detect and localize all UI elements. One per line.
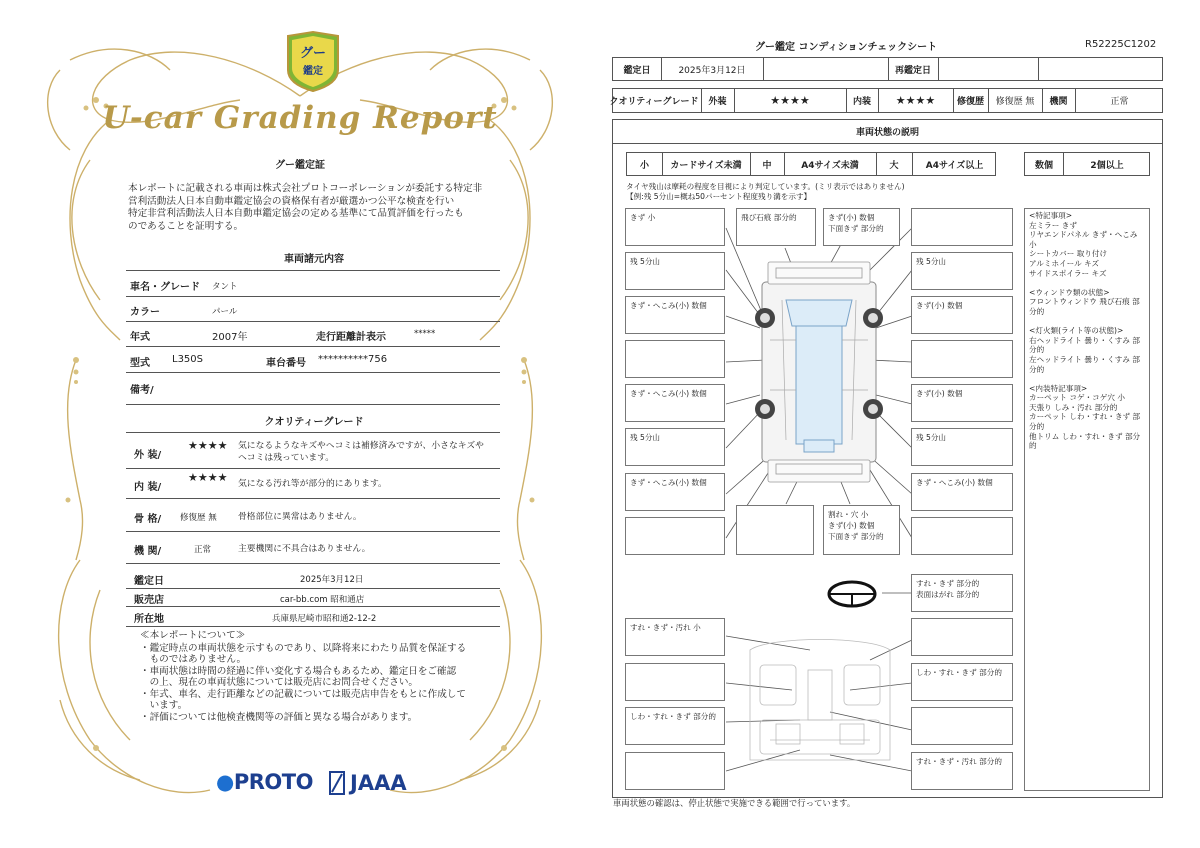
frame-desc: 骨格部位に異常はありません。 — [238, 512, 362, 522]
repair-value: 修復歴 無 — [995, 97, 1035, 107]
notes-item: 右ヘッドライト 曇り・くすみ 部分的 — [1029, 335, 1140, 355]
interior-box-4: すれ・きず・汚れ 部分的 — [911, 752, 1013, 790]
interior-box-3: しわ・すれ・きず 部分的 — [625, 707, 725, 745]
cell-border — [763, 58, 764, 80]
interior-label: 内 装/ — [134, 482, 162, 493]
damage-box-right-2: きず(小) 数個 — [911, 296, 1013, 334]
notes-item: サイドスポイラー キズ — [1029, 268, 1107, 278]
engine-value: 正常 — [194, 545, 212, 555]
legend-count: 数個 — [1034, 160, 1053, 171]
size-legend — [626, 152, 996, 176]
legend-small: 小 — [639, 160, 649, 171]
damage-text: 下面きず 部分的 — [828, 224, 884, 233]
interior-desc: 気になる汚れ等が部分的にあります。 — [238, 479, 387, 489]
notes-line: ・年式、車名、走行距離などの記載については販売店申告をもとに作成して — [140, 688, 466, 700]
cell-border — [938, 58, 939, 80]
address-value: 兵庫県尼崎市昭和通2-12-2 — [272, 614, 377, 624]
jaaa-logo-text: JAAA — [350, 771, 407, 795]
address-label: 所在地 — [134, 614, 164, 625]
model-year-value: 2007年 — [212, 332, 248, 343]
interior-stars: ★★★★ — [188, 471, 228, 484]
goo-appraisal-badge — [284, 30, 342, 92]
notes-item: 他トリム しわ・すれ・きず 部分的 — [1029, 431, 1141, 451]
damage-box-front-right — [823, 208, 900, 246]
damage-box-empty — [736, 505, 814, 555]
special-notes-panel — [1024, 208, 1150, 791]
notes-item: シートカバー 取り付け — [1029, 249, 1108, 259]
exterior-label: 外装 — [708, 97, 727, 107]
notes-heading: <内装特記事項> — [1029, 383, 1088, 393]
damage-box-rear — [823, 505, 900, 555]
exterior-desc — [238, 440, 484, 464]
svg-text:グー: グー — [299, 46, 327, 61]
proto-logo — [216, 770, 313, 794]
car-name-label: 車名・グレード — [130, 282, 200, 293]
color-value: パール — [212, 307, 238, 317]
model-year-label: 年式 — [130, 332, 150, 343]
divider — [126, 270, 500, 271]
notes-item: リヤエンドパネル きず・へこみ 小 — [1029, 230, 1138, 249]
notes-item: 天張り しみ・汚れ 部分的 — [1029, 402, 1118, 412]
legend-medium: 中 — [762, 160, 772, 171]
legend-large: 大 — [889, 160, 899, 171]
notes-item: フロントウィンドウ 飛び石痕 部分的 — [1029, 297, 1140, 316]
damage-box-front-left: きず 小 — [625, 208, 725, 246]
interior-label: 内装 — [852, 97, 871, 107]
body-line: 特定非営利活動法人日本自動車鑑定協会の定める基準にて品質評価を行ったも — [128, 208, 464, 220]
notes-item: アルミホイール キズ — [1029, 258, 1100, 268]
jaaa-logo — [328, 770, 407, 796]
certificate-body — [128, 183, 498, 233]
damage-box-empty — [911, 618, 1013, 656]
dealer-label: 販売店 — [134, 595, 164, 606]
damage-text: きず(小) 数個 — [828, 213, 875, 222]
notes-heading: <ウィンドウ類の状態> — [1029, 287, 1110, 297]
damage-text: きず(小) 数個 — [828, 521, 875, 530]
condition-check-sheet — [600, 0, 1200, 848]
damage-box-left-6: きず・へこみ(小) 数個 — [625, 473, 725, 511]
notes-item: 左ミラー きず — [1029, 220, 1077, 230]
certificate-heading: グー鑑定証 — [275, 160, 325, 171]
date-value: 2025年3月12日 — [678, 65, 746, 76]
divider — [126, 563, 500, 564]
car-name-value: タント — [212, 282, 238, 292]
damage-text: 下面きず 部分的 — [828, 532, 884, 541]
chassis-number-label: 車台番号 — [266, 358, 306, 369]
damage-box-empty — [911, 208, 1013, 246]
divider — [126, 468, 500, 469]
notes-line: ・鑑定時点の車両状態を示すものであり、以降将来にわたり品質を保証する — [140, 642, 467, 654]
notes-item: カーペット しわ・すれ・きず 部分的 — [1029, 412, 1141, 432]
damage-box-empty — [911, 340, 1013, 378]
notes-line: の上、現在の車両状態については販売店にお問合せください。 — [140, 677, 419, 688]
notes-heading: <灯火類(ライト等の状態)> — [1029, 326, 1124, 336]
notes-line: います。 — [140, 700, 188, 711]
engine-label: 機 関/ — [134, 546, 162, 557]
legend-small-desc: カードサイズ未満 — [670, 160, 742, 171]
proto-logo-mark: ● — [216, 770, 234, 794]
cell-border — [1038, 58, 1039, 80]
exterior-stars: ★★★★ — [770, 94, 810, 107]
divider — [126, 296, 500, 297]
sheet-code: R52225C1202 — [1085, 39, 1157, 50]
dealer-value: car-bb.com 昭和通店 — [280, 595, 365, 605]
notes-item: カーペット コゲ・コゲ穴 小 — [1029, 393, 1125, 403]
model-code-value: L350S — [172, 354, 204, 365]
count-legend — [1024, 152, 1150, 176]
grade-row — [609, 88, 1163, 113]
color-label: カラー — [130, 307, 160, 318]
damage-box-empty — [625, 752, 725, 790]
notes-line: ・車両状態は時間の経過に伴い変化する場合もあるため、鑑定日をご確認 — [140, 665, 457, 677]
tire-note-example: 【例:残 5分山=概ね50パーセント程度残り溝を示す】 — [626, 192, 812, 201]
remarks-label: 備考/ — [130, 385, 154, 396]
damage-box-empty — [625, 340, 725, 378]
interior-notes-group — [1029, 384, 1145, 451]
interior-box-1: すれ・きず・汚れ 小 — [625, 618, 725, 656]
grade-label: クオリティーグレード — [609, 97, 699, 107]
special-notes-group — [1029, 211, 1145, 278]
date-label: 鑑定日 — [623, 65, 651, 76]
date-row — [612, 57, 1163, 81]
divider — [126, 404, 500, 405]
body-line: のであることを証明する。 — [128, 220, 244, 232]
damage-text: すれ・きず 部分的 — [916, 579, 980, 588]
damage-box-empty — [911, 707, 1013, 745]
legend-large-desc: A4サイズ以上 — [925, 160, 984, 171]
tire-box-rear-right: 残 5分山 — [911, 428, 1013, 466]
report-notes — [140, 630, 495, 723]
exterior-desc-line: ヘコミは残っています。 — [238, 453, 335, 463]
frame-label: 骨 格/ — [134, 514, 162, 525]
divider — [126, 432, 500, 433]
mileage-label: 走行距離計表示 — [316, 332, 386, 343]
divider — [126, 531, 500, 532]
damage-box-left-2: きず・へこみ(小) 数個 — [625, 296, 725, 334]
frame-value: 修復歴 無 — [180, 513, 217, 523]
svg-text:鑑定: 鑑定 — [303, 66, 323, 77]
divider — [126, 588, 500, 589]
divider — [126, 346, 500, 347]
mileage-value: ***** — [414, 329, 436, 339]
engine-label: 機関 — [1049, 97, 1068, 107]
body-line: 本レポートに記載される車両は株式会社プロトコーポレーションが委託する特定非 — [128, 183, 483, 194]
quality-grade-title: クオリティーグレード — [264, 417, 364, 428]
model-code-label: 型式 — [130, 358, 150, 369]
divider — [126, 606, 500, 607]
condition-title: 車両状態の説明 — [855, 128, 919, 138]
notes-line: ものではありません。 — [140, 654, 247, 665]
exterior-stars: ★★★★ — [188, 439, 228, 452]
divider — [126, 372, 500, 373]
appraisal-date-label: 鑑定日 — [134, 576, 164, 587]
notes-line: ・評価については他検査機関等の評価と異なる場合があります。 — [140, 711, 418, 723]
reappraisal-label: 再鑑定日 — [894, 65, 931, 76]
exterior-desc-line: 気になるようなキズやヘコミは補修済みですが、小さなキズや — [238, 441, 484, 451]
damage-box-empty — [911, 517, 1013, 555]
legend-medium-desc: A4サイズ未満 — [801, 160, 859, 171]
engine-desc: 主要機関に不具合はありません。 — [238, 544, 371, 554]
damage-box-right-4: きず(小) 数個 — [911, 384, 1013, 422]
repair-label: 修復歴 — [956, 97, 984, 107]
damage-box-empty — [625, 663, 725, 701]
proto-logo-text: PROTO — [233, 770, 313, 794]
legend-count-desc: 2個以上 — [1090, 160, 1124, 171]
divider — [126, 498, 500, 499]
jaaa-logo-icon — [328, 770, 346, 796]
window-notes-group — [1029, 288, 1145, 317]
damage-box-front: 飛び石痕 部分的 — [736, 208, 816, 246]
steering-damage-box — [911, 574, 1013, 612]
sheet-title: グー鑑定 コンディションチェックシート — [755, 42, 938, 53]
tire-box-front-right: 残 5分山 — [911, 252, 1013, 290]
damage-box-left-4: きず・へこみ(小) 数個 — [625, 384, 725, 422]
condition-title-bar — [612, 119, 1163, 144]
divider — [126, 626, 500, 627]
lights-notes-group — [1029, 326, 1145, 374]
tire-box-rear-left: 残 5分山 — [625, 428, 725, 466]
damage-text: 割れ・穴 小 — [828, 510, 869, 519]
damage-text: 表面はがれ 部分的 — [916, 590, 980, 599]
report-script-title: U-car Grading Report — [102, 100, 498, 136]
notes-heading: ≪本レポートについて≫ — [140, 630, 246, 641]
notes-heading: <特記事項> — [1029, 211, 1073, 220]
notes-item: 左ヘッドライト 曇り・くすみ 部分的 — [1029, 354, 1140, 374]
engine-value: 正常 — [1110, 97, 1129, 107]
divider — [126, 321, 500, 322]
damage-box-right-6: きず・へこみ(小) 数個 — [911, 473, 1013, 511]
damage-box-empty — [625, 517, 725, 555]
tire-box-front-left: 残 5分山 — [625, 252, 725, 290]
sheet-footer-note: 車両状態の確認は、停止状態で実施できる範囲で行っています。 — [613, 798, 856, 808]
interior-stars: ★★★★ — [895, 94, 936, 107]
appraisal-date-value: 2025年3月12日 — [300, 575, 364, 585]
body-line: 営利活動法人日本自動車鑑定協会の資格保有者が厳選かつ公平な検査を行い — [128, 195, 455, 207]
chassis-number-value: **********756 — [318, 354, 388, 365]
tire-note: タイヤ残山は摩耗の程度を目視により判定しています。(ミリ表示ではありません) — [626, 182, 905, 191]
exterior-label: 外 装/ — [134, 450, 162, 461]
interior-box-2: しわ・すれ・きず 部分的 — [911, 663, 1013, 701]
spec-section-title: 車両諸元内容 — [284, 254, 344, 265]
